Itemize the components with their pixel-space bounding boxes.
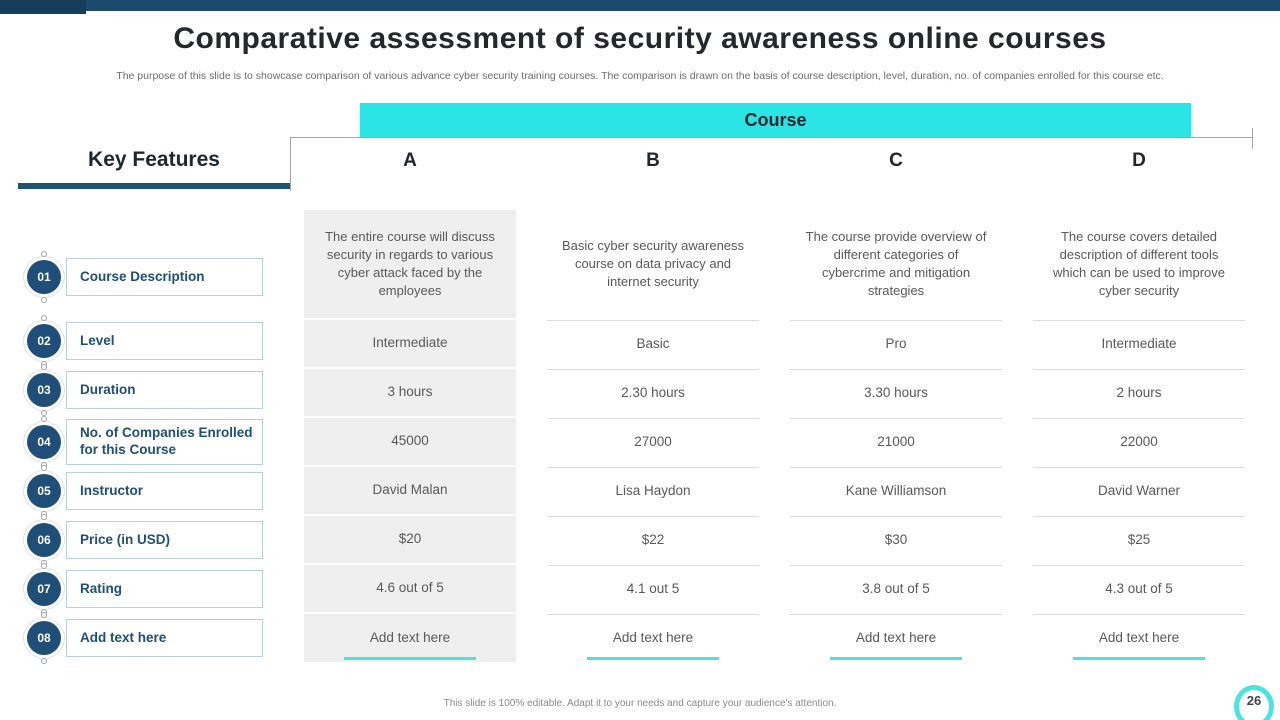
feature-label: Duration xyxy=(80,381,136,397)
course-group-header-label: Course xyxy=(744,109,807,130)
page-number-badge: 26 xyxy=(1234,685,1274,720)
table-cell[interactable]: 27000 xyxy=(547,418,759,465)
table-cell[interactable]: 4.3 out of 5 xyxy=(1033,565,1245,612)
header-right-tick xyxy=(1252,128,1253,149)
header-left-border xyxy=(290,137,291,191)
table-cell[interactable]: $22 xyxy=(547,516,759,563)
slide-title: Comparative assessment of security awareness online courses xyxy=(173,22,1107,55)
table-cell[interactable]: The entire course will discuss security in regards to various cyber attack faced by the employees xyxy=(304,210,516,318)
feature-number-badge: 03 xyxy=(27,373,61,407)
table-cell[interactable]: Basic xyxy=(547,320,759,367)
top-accent-bar xyxy=(0,0,1280,11)
column-header-c: C xyxy=(889,150,903,171)
feature-label: Course Description xyxy=(80,268,205,284)
text-underline-accent xyxy=(587,657,719,660)
table-cell[interactable]: David Warner xyxy=(1033,467,1245,514)
table-cell[interactable]: 3.8 out of 5 xyxy=(790,565,1002,612)
table-cell[interactable]: $30 xyxy=(790,516,1002,563)
feature-row-level xyxy=(27,322,263,360)
key-features-underline xyxy=(18,183,290,189)
table-cell-add-text[interactable] xyxy=(304,614,516,662)
feature-row-price xyxy=(27,521,263,559)
table-cell[interactable]: Pro xyxy=(790,320,1002,367)
feature-number-badge: 05 xyxy=(27,474,61,508)
text-underline-accent xyxy=(1073,657,1205,660)
cell-text: Add text here xyxy=(1098,630,1180,646)
table-cell[interactable]: The course covers detailed description of different tools which can be used to improve cyber security xyxy=(1053,228,1225,299)
feature-label: Level xyxy=(80,332,115,348)
feature-label: Price (in USD) xyxy=(80,531,171,547)
feature-row-instructor xyxy=(27,472,263,510)
table-cell[interactable]: David Malan xyxy=(304,467,516,514)
table-cell-add-text[interactable] xyxy=(790,614,1002,662)
column-header-d: D xyxy=(1132,150,1146,171)
table-cell[interactable]: Intermediate xyxy=(304,320,516,367)
cell-text: Add text here xyxy=(369,629,451,645)
table-cell-add-text[interactable] xyxy=(1033,614,1245,662)
table-cell-add-text[interactable] xyxy=(547,614,759,662)
feature-row-add-text xyxy=(27,619,263,657)
table-cell[interactable]: 2 hours xyxy=(1033,369,1245,416)
feature-label-box[interactable] xyxy=(66,322,263,360)
feature-label-box[interactable] xyxy=(66,619,263,657)
table-cell[interactable]: 2.30 hours xyxy=(547,369,759,416)
feature-label-box[interactable] xyxy=(66,419,263,465)
feature-number-badge: 06 xyxy=(27,523,61,557)
feature-label-box[interactable] xyxy=(66,521,263,559)
feature-number-badge: 04 xyxy=(27,425,61,459)
feature-label: No. of Companies Enrolled for this Course xyxy=(80,425,253,457)
key-features-label: Key Features xyxy=(88,148,220,171)
feature-label-box[interactable] xyxy=(66,258,263,296)
table-cell[interactable]: Kane Williamson xyxy=(790,467,1002,514)
feature-label: Add text here xyxy=(80,629,167,645)
feature-label: Rating xyxy=(80,580,122,596)
table-cell[interactable]: 21000 xyxy=(790,418,1002,465)
table-cell[interactable]: 3.30 hours xyxy=(790,369,1002,416)
table-cell[interactable]: Intermediate xyxy=(1033,320,1245,367)
table-cell[interactable]: 4.1 out 5 xyxy=(547,565,759,612)
key-features-heading xyxy=(18,148,290,172)
table-cell[interactable]: 4.6 out of 5 xyxy=(304,565,516,612)
feature-number-badge: 01 xyxy=(27,260,61,294)
cell-text: Add text here xyxy=(855,630,937,646)
feature-row-duration xyxy=(27,371,263,409)
top-accent-bar-notch xyxy=(0,0,86,14)
slide-subtitle: The purpose of this slide is to showcase comparison of various advance cyber security training courses. The comparison is drawn on the basis of course description, level, duration, no. of companies enrolled for this course etc. xyxy=(116,70,1164,82)
table-cell[interactable]: The course provide overview of different categories of cybercrime and mitigation strategies xyxy=(805,228,987,299)
text-underline-accent xyxy=(830,657,962,660)
feature-row-rating xyxy=(27,570,263,608)
feature-number-badge: 07 xyxy=(27,572,61,606)
column-header-b: B xyxy=(646,150,660,171)
feature-label-box[interactable] xyxy=(66,570,263,608)
header-divider-line xyxy=(290,137,1253,138)
column-header-a: A xyxy=(403,150,417,171)
table-cell[interactable]: Basic cyber security awareness course on data privacy and internet security xyxy=(561,237,745,290)
table-cell[interactable]: Lisa Haydon xyxy=(547,467,759,514)
feature-row-course-description xyxy=(27,258,263,296)
table-cell[interactable]: $25 xyxy=(1033,516,1245,563)
cell-text: Add text here xyxy=(612,630,694,646)
feature-label-box[interactable] xyxy=(66,472,263,510)
table-cell[interactable]: 3 hours xyxy=(304,369,516,416)
table-cell[interactable]: 45000 xyxy=(304,418,516,465)
table-cell[interactable]: 22000 xyxy=(1033,418,1245,465)
feature-label-box[interactable] xyxy=(66,371,263,409)
feature-label: Instructor xyxy=(80,482,144,498)
feature-number-badge: 02 xyxy=(27,324,61,358)
editable-note: This slide is 100% editable. Adapt it to your needs and capture your audience's attention. xyxy=(443,698,837,709)
feature-row-companies-enrolled xyxy=(27,419,263,465)
feature-number-badge: 08 xyxy=(27,621,61,655)
table-cell[interactable]: $20 xyxy=(304,516,516,563)
course-group-header[interactable] xyxy=(360,103,1191,137)
text-underline-accent xyxy=(344,657,476,660)
